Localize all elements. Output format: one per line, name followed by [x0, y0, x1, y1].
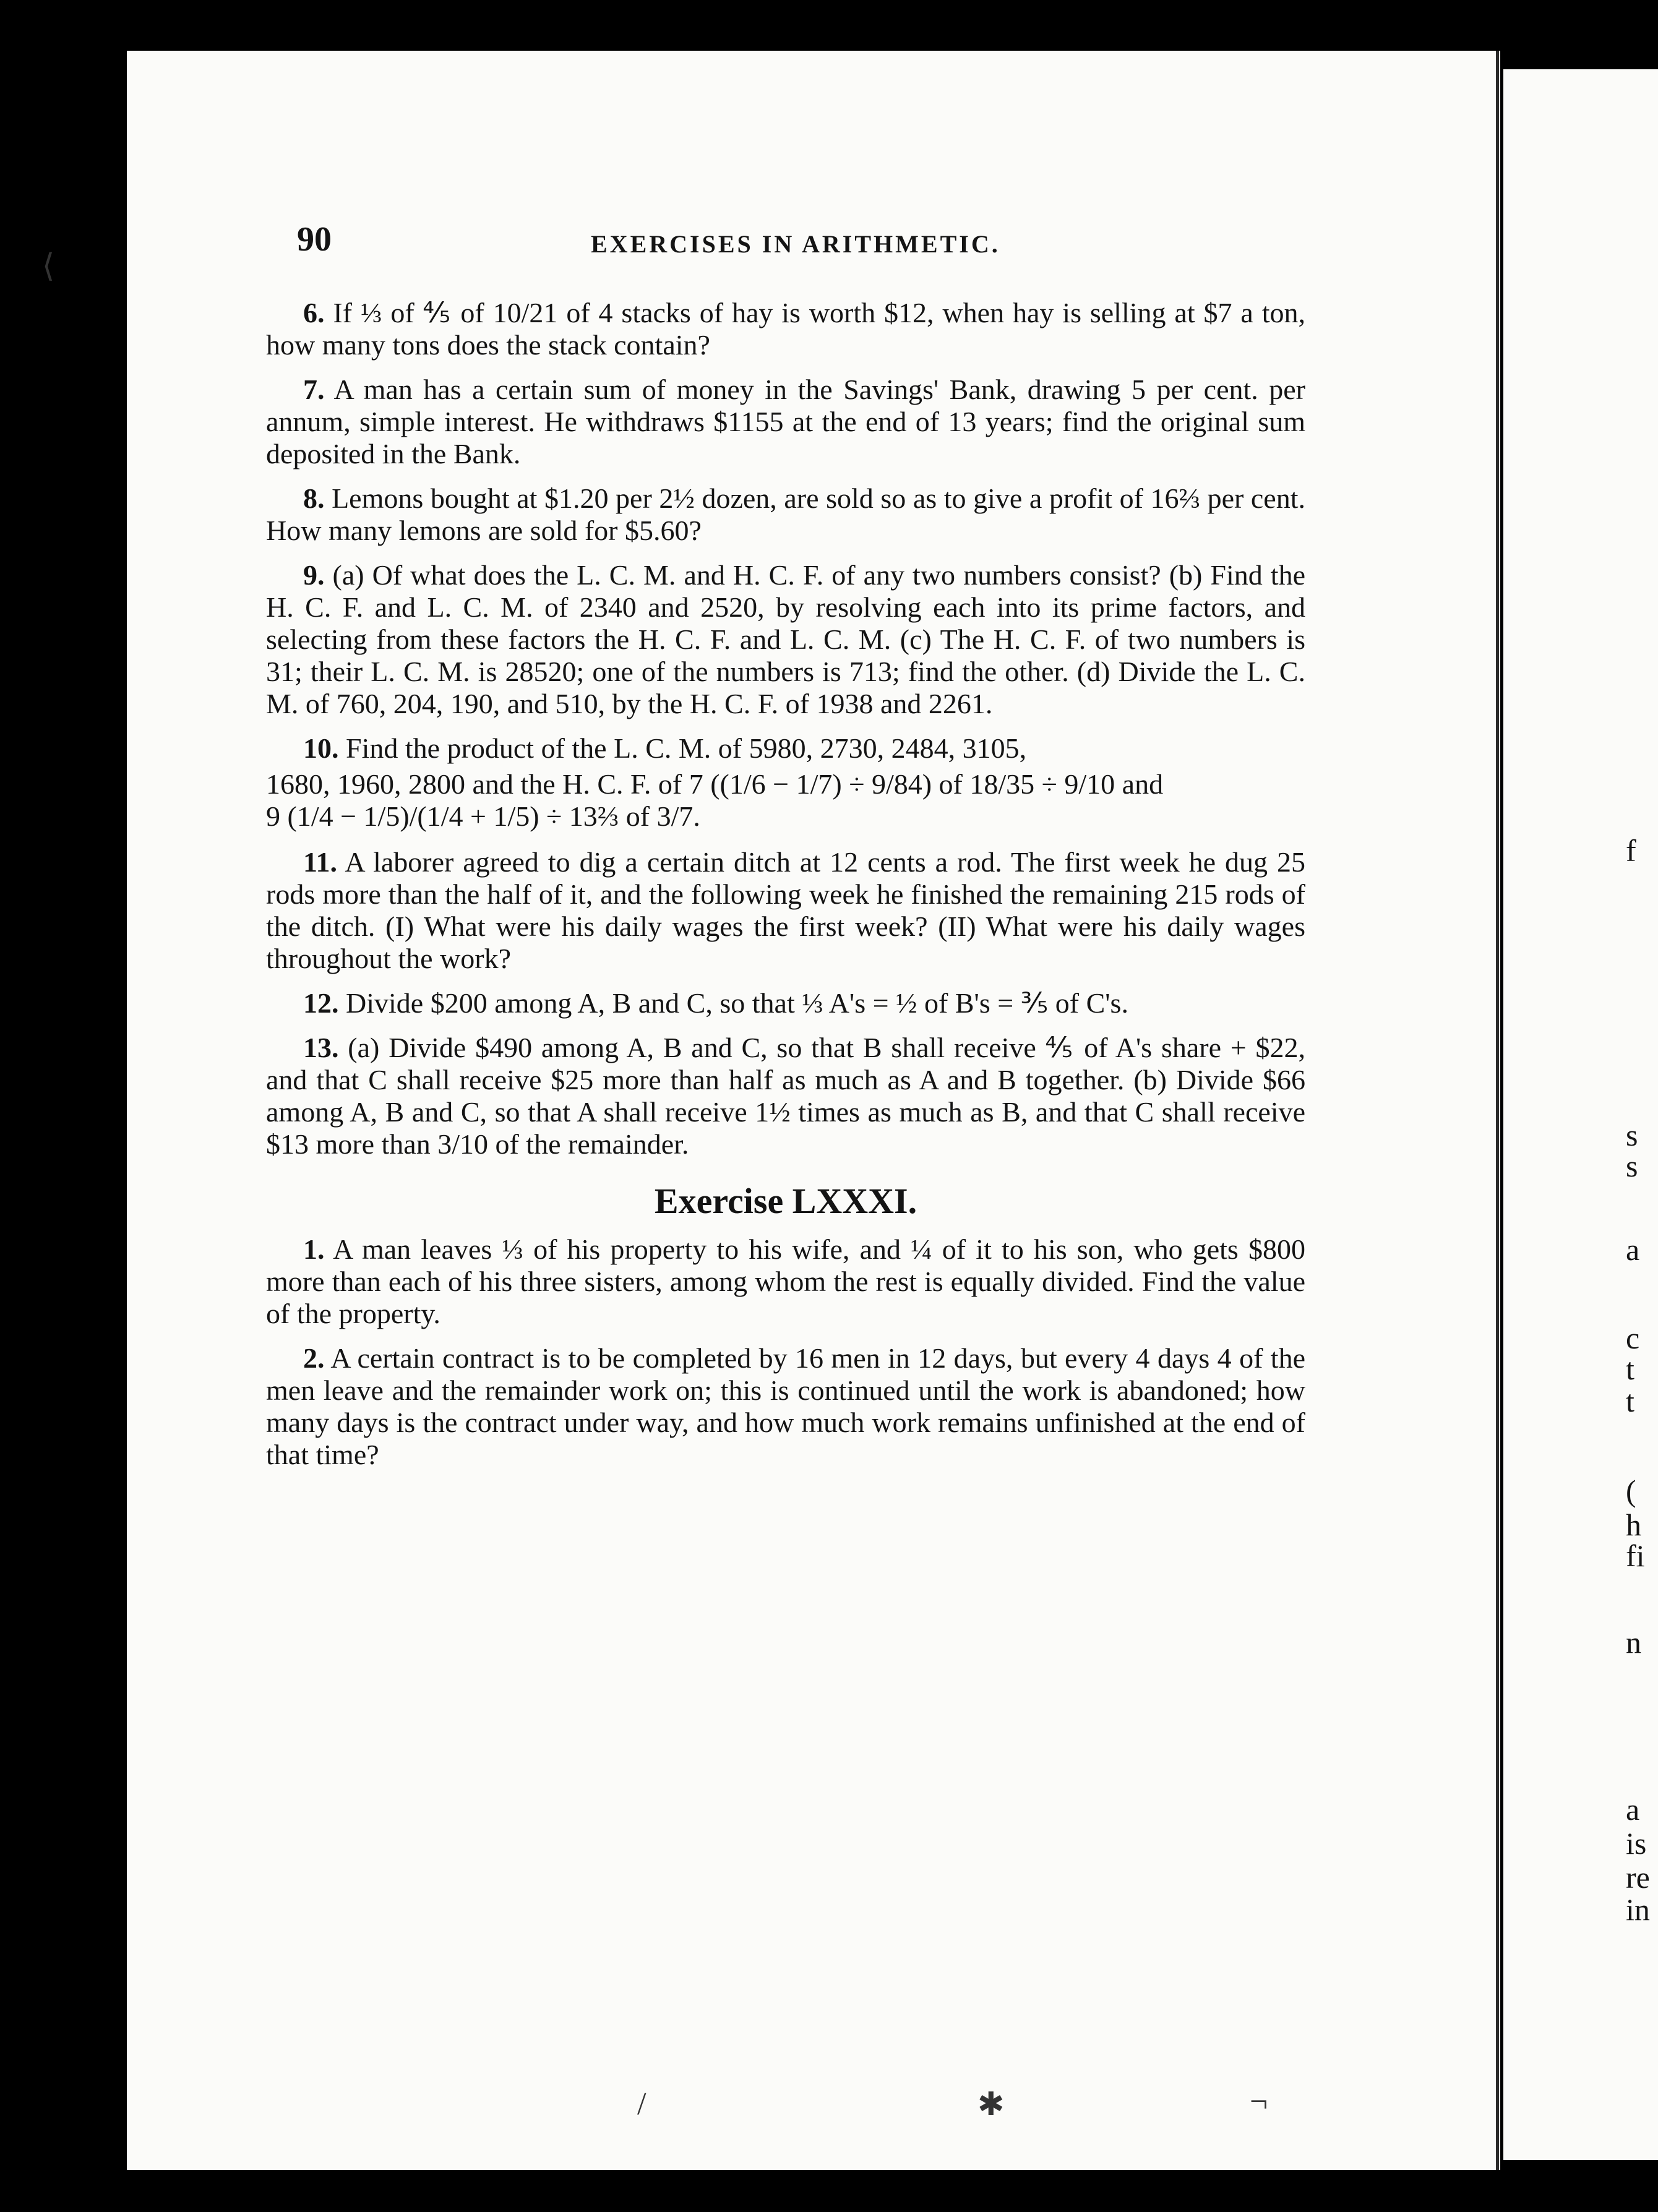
right-fragment: t [1626, 1384, 1634, 1418]
problem-text: (a) Divide $490 among A, B and C, so that B shall receive ⅘ of A's share + $22, and that C shall receive $25 more than half as much as A and B together. (b) Divide $66 among A, B and C, so that A shall receive 1½ times as much as B, and that C shall receive $13 more than 3/10 of the remainder. [266, 1032, 1305, 1160]
problem-number: 2. [303, 1342, 325, 1374]
scan-mark: ⟨ [42, 249, 55, 284]
problem-number: 13. [303, 1032, 339, 1063]
formula-line: 1680, 1960, 2800 and the H. C. F. of 7 ((1/6 − 1/7) ÷ 9/84) of 18/35 ÷ 9/10 and [266, 768, 1164, 800]
problem-10 [266, 732, 1305, 765]
running-title: EXERCISES IN ARITHMETIC. [591, 230, 1000, 258]
right-fragment: s [1626, 1118, 1638, 1152]
problem-10-formula [266, 768, 1305, 833]
problem-11 [266, 846, 1305, 975]
page-number: 90 [297, 220, 332, 259]
problem-text: Divide $200 among A, B and C, so that ⅓ A's = ½ of B's = ⅗ of C's. [346, 987, 1128, 1019]
right-fragment: is [1626, 1826, 1647, 1861]
problem-12 [266, 987, 1305, 1019]
right-fragment: a [1626, 1232, 1640, 1267]
page-header [297, 220, 1305, 263]
problem-13 [266, 1032, 1305, 1160]
problem-number: 1. [303, 1233, 325, 1265]
problem-text: A certain contract is to be completed by 16 men in 12 days, but every 4 days 4 of the men leave and the remainder work on; this is continued until the work is abandoned; how many days is the contract under way, and how much work remains unfinished at the end of that time? [266, 1342, 1305, 1470]
problem-number: 11. [303, 846, 337, 878]
problem-number: 12. [303, 987, 339, 1019]
exercise-problem-1 [266, 1233, 1305, 1330]
problem-number: 10. [303, 732, 339, 764]
scan-mark: ✱ [977, 2087, 1005, 2122]
page-body [266, 297, 1305, 1483]
problem-text: Find the product of the L. C. M. of 5980, 2730, 2484, 3105, [346, 732, 1027, 764]
problem-number: 7. [303, 374, 325, 405]
problem-text: A man leaves ⅓ of his property to his wife, and ¼ of it to his son, who gets $800 more than each of his three sisters, among whom the rest is equally divided. Find the value of the property. [266, 1233, 1305, 1329]
problem-number: 8. [303, 482, 325, 514]
right-fragment: a [1626, 1792, 1640, 1827]
right-fragment: re [1626, 1860, 1650, 1895]
right-fragment: t [1626, 1352, 1634, 1386]
right-fragment: c [1626, 1321, 1640, 1355]
problem-9 [266, 559, 1305, 720]
scan-mark: / [637, 2086, 646, 2122]
scan-mark: ¬ [1250, 2084, 1268, 2119]
right-fragment: s [1626, 1149, 1638, 1183]
right-fragment: in [1626, 1892, 1650, 1927]
right-fragment: f [1626, 833, 1636, 868]
right-fragment: h [1626, 1507, 1641, 1542]
gutter-line [1496, 51, 1499, 2170]
exercise-problem-2 [266, 1342, 1305, 1471]
problem-text: A laborer agreed to dig a certain ditch at 12 cents a rod. The first week he dug 25 rods more than the half of it, and the following week he finished the remaining 215 rods of the ditch. (I) What were his daily wages the first week? (II) What were his daily wages throughout the work? [266, 846, 1305, 974]
problem-7 [266, 374, 1305, 470]
problem-text: If ⅓ of ⅘ of 10/21 of 4 stacks of hay is worth $12, when hay is selling at $7 a ton, how many tons does the stack contain? [266, 297, 1306, 361]
problem-text: Lemons bought at $1.20 per 2½ dozen, are sold so as to give a profit of 16⅔ per cent. How many lemons are sold for $5.60? [266, 482, 1305, 546]
problem-number: 6. [303, 297, 325, 328]
exercise-heading: Exercise LXXXI. [654, 1181, 917, 1221]
right-fragment: ( [1626, 1473, 1636, 1508]
problem-text: (a) Of what does the L. C. M. and H. C. F. of any two numbers consist? (b) Find the H. C. F. and L. C. M. of 2340 and 2520, by resolving each into its prime factors, and selecting from these factors the H. C. F. and L. C. M. (c) The H. C. F. of two numbers is 31; their L. C. M. is 28520; one of the numbers is 713; find the other. (d) Divide the L. C. M. of 760, 204, 190, and 510, by the H. C. F. of 1938 and 2261. [266, 559, 1305, 719]
problem-6 [266, 297, 1305, 361]
problem-number: 9. [303, 559, 325, 591]
right-fragment: n [1626, 1625, 1641, 1660]
problem-text: A man has a certain sum of money in the Savings' Bank, drawing 5 per cent. per annum, simple interest. He withdraws $1155 at the end of 13 years; find the original sum deposited in the Bank. [266, 374, 1305, 469]
problem-8 [266, 482, 1305, 547]
right-fragment: fi [1626, 1538, 1645, 1573]
formula-line: 9 (1/4 − 1/5)/(1/4 + 1/5) ÷ 13⅔ of 3/7. [266, 800, 700, 832]
